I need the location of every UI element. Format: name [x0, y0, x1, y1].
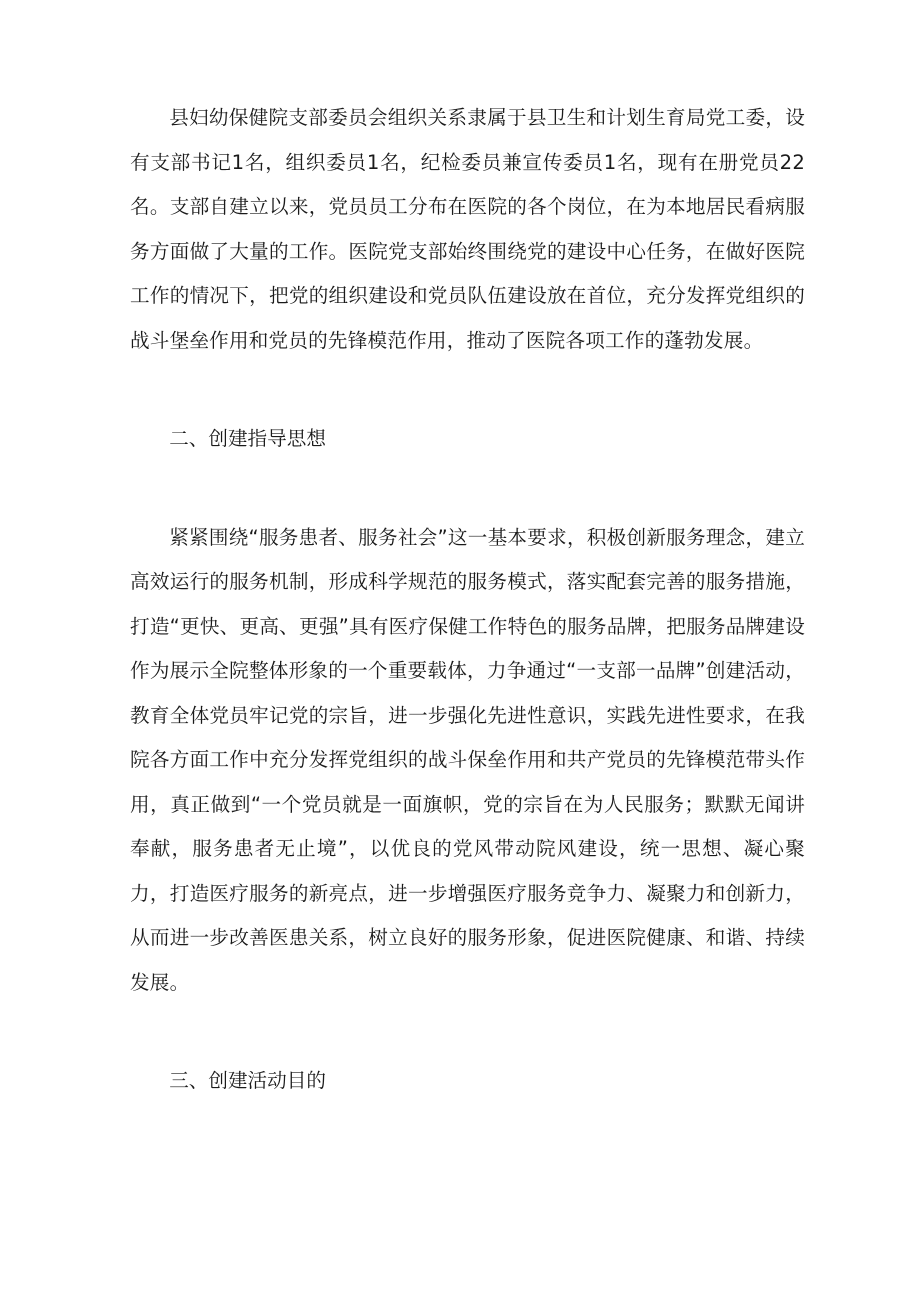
section-heading-guiding-ideology: 二、创建指导思想 — [169, 427, 326, 450]
section-heading-activity-purpose: 三、创建活动目的 — [169, 1069, 326, 1092]
document-body — [130, 96, 805, 1104]
guiding-ideology-paragraph: 紧紧围绕“服务患者、服务社会”这一基本要求，积极创新服务理念，建立高效运行的服务机制，形成科学规范的服务模式，落实配套完善的服务措施，打造“更快、更高、更强”具有医疗保健工作特色的服务品牌，把服务品牌建设作为展示全院整体形象的一个重要载体，力争通过“一支部一品牌”创建活动，教育全体党员牢记党的宗旨，进一步强化先进性意识，实践先进性要求，在我院各方面工作中充分发挥党组织的战斗保垒作用和共产党员的先锋模范带头作用，真正做到“一个党员就是一面旗帜，党的宗旨在为人民服务；默默无闻讲奉献，服务患者无止境”，以优良的党风带动院风建设，统一思想、凝心聚力，打造医疗服务的新亮点，进一步增强医疗服务竞争力、凝聚力和创新力，从而进一步改善医患关系，树立良好的服务形象，促进医院健康、和谐、持续发展。 — [130, 525, 805, 994]
intro-paragraph: 县妇幼保健院支部委员会组织关系隶属于县卫生和计划生育局党工委，设有支部书记1名，组织委员1名，纪检委员兼宣传委员1名，现有在册党员22名。支部自建立以来，党员员工分布在医院的各个岗位，在为本地居民看病服务方面做了大量的工作。医院党支部始终围绕党的建设中心任务，在做好医院工作的情况下，把党的组织建设和党员队伍建设放在首位，充分发挥党组织的战斗堡垒作用和党员的先锋模范作用，推动了医院各项工作的蓬勃发展。 — [130, 106, 805, 352]
